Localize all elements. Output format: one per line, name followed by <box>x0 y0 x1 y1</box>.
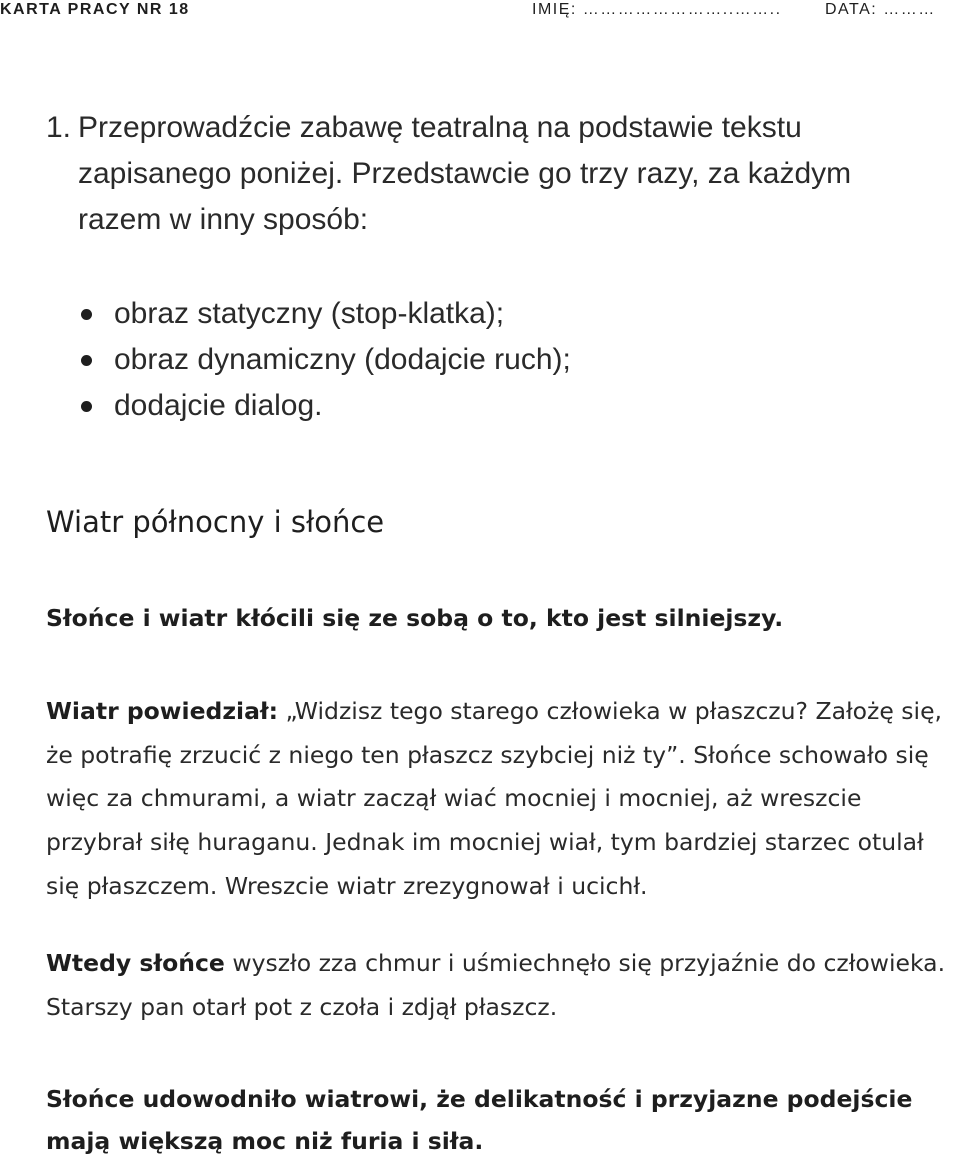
list-item-text: dodajcie dialog. <box>114 389 323 422</box>
bullet-icon <box>81 309 92 320</box>
list-item <box>78 337 571 383</box>
paragraph-2-text: wyszło zza chmur i uśmiechnęło się przyjaźnie do człowieka. Starszy pan otarł pot z czoła i zdjął płaszcz. <box>46 949 946 1021</box>
task-bullet-list <box>78 291 571 429</box>
task-instruction <box>46 105 926 243</box>
story-paragraph-1 <box>46 690 951 909</box>
bullet-icon <box>81 355 92 366</box>
date-field: DATA: ……… <box>825 1 936 18</box>
paragraph-1-text: „Widzisz tego starego człowieka w płaszczu? Założę się, że potrafię zrzucić z niego ten płaszcz szybciej niż ty”. Słońce schowało się więc za chmurami, a wiatr zaczął wiać mocniej i mocniej, aż wreszcie przybrał siłę huraganu. Jednak im mocniej wiał, tym bardziej starzec otulał się płaszczem. Wreszcie wiatr zrezygnował i ucichł. <box>46 697 942 900</box>
list-item-text: obraz dynamiczny (dodajcie ruch); <box>114 343 571 376</box>
worksheet-header <box>0 0 960 24</box>
story-paragraph-2 <box>46 942 951 1029</box>
worksheet-title: KARTA PRACY NR 18 <box>0 1 190 18</box>
list-item <box>78 383 571 429</box>
task-text: Przeprowadźcie zabawę teatralną na podstawie tekstu zapisanego poniżej. Przedstawcie go trzy razy, za każdym razem w inny sposób: <box>78 111 852 236</box>
bullet-icon <box>81 401 92 412</box>
story-moral: Słońce udowodniło wiatrowi, że delikatność i przyjazne podejście mają większą moc niż furia i siła. <box>46 1085 913 1155</box>
list-item <box>78 291 571 337</box>
task-number: 1. <box>46 111 72 144</box>
paragraph-1-lead: Wiatr powiedział: <box>46 697 279 725</box>
name-field: IMIĘ: ……………………..…….. <box>532 1 782 18</box>
story-opening: Słońce i wiatr kłócili się ze sobą o to, kto jest silniejszy. <box>46 604 784 632</box>
list-item-text: obraz statyczny (stop-klatka); <box>114 297 505 330</box>
paragraph-2-lead: Wtedy słońce <box>46 949 225 977</box>
story-title: Wiatr północny i słońce <box>46 505 385 539</box>
